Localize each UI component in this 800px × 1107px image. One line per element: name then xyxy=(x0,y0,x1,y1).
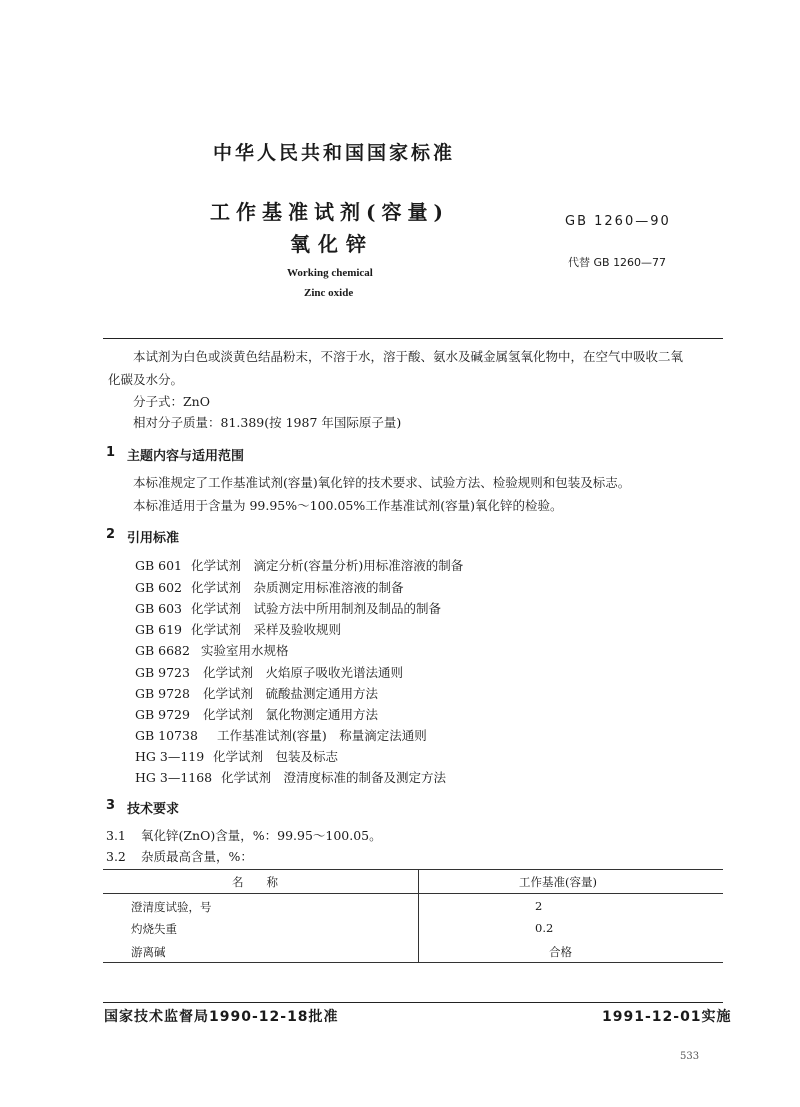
effective-date: 1991-12-01实施 xyxy=(602,1009,732,1025)
replaces-standard: 代替 GB 1260—77 xyxy=(568,256,667,269)
table-row-name: 灼烧失重 xyxy=(131,922,177,936)
table-row-name: 游离碱 xyxy=(131,945,166,959)
molecular-formula: 分子式：ZnO xyxy=(133,394,210,409)
table-row-name: 澄清度试验，号 xyxy=(131,900,212,914)
reference-item: GB 602 化学试剂 杂质测定用标准溶液的制备 xyxy=(135,580,404,595)
reference-item: HG 3—119 化学试剂 包装及标志 xyxy=(135,749,339,764)
header-divider xyxy=(103,338,723,339)
reference-item: GB 619 化学试剂 采样及验收规则 xyxy=(135,622,342,637)
standard-number: GB 1260—90 xyxy=(565,214,671,229)
table-row-value: 合格 xyxy=(549,945,572,959)
item-3-2-text: 杂质最高含量，%： xyxy=(141,849,253,864)
section1-para1: 本标准规定了工作基准试剂(容量)氧化锌的技术要求、试验方法、检验规则和包装及标志。 xyxy=(133,475,631,490)
section1-number: 1 xyxy=(106,445,116,460)
section3-title: 技术要求 xyxy=(127,802,180,817)
reference-item: GB 9728 化学试剂 硫酸盐测定通用方法 xyxy=(135,686,379,701)
table-header-value: 工作基准(容量) xyxy=(519,875,597,889)
table-header-rule xyxy=(103,893,723,894)
table-header-name: 名 称 xyxy=(232,875,278,889)
item-3-1-text: 氧化锌(ZnO)含量，%：99.95～100.05。 xyxy=(141,828,382,843)
reference-item: GB 6682 实验室用水规格 xyxy=(135,643,289,658)
english-title-line2: Zinc oxide xyxy=(304,287,354,299)
reference-item: HG 3—1168 化学试剂 澄清度标准的制备及测定方法 xyxy=(135,770,447,785)
table-row-value: 0.2 xyxy=(535,921,554,935)
intro-description-line1: 本试剂为白色或淡黄色结晶粉末，不溶于水，溶于酸、氨水及碱金属氢氧化物中，在空气中吸收二氧 xyxy=(133,349,684,364)
reference-item: GB 601 化学试剂 滴定分析(容量分析)用标准溶液的制备 xyxy=(135,558,464,573)
page-number: 533 xyxy=(680,1051,700,1062)
intro-description-line2: 化碳及水分。 xyxy=(108,372,184,387)
section1-para2: 本标准适用于含量为 99.95%～100.05%工作基准试剂(容量)氧化锌的检验。 xyxy=(133,498,563,513)
national-standard-heading: 中华人民共和国国家标准 xyxy=(213,142,456,164)
approval-date: 国家技术监督局1990-12-18批准 xyxy=(104,1009,339,1025)
molar-mass: 相对分子质量：81.389(按 1987 年国际原子量) xyxy=(133,415,402,430)
section3-number: 3 xyxy=(106,798,116,813)
table-bottom-rule xyxy=(103,962,723,963)
reference-item: GB 9723 化学试剂 火焰原子吸收光谱法通则 xyxy=(135,665,404,680)
footer-divider xyxy=(103,1002,723,1003)
reference-item: GB 603 化学试剂 试验方法中所用制剂及制品的制备 xyxy=(135,601,442,616)
section2-title: 引用标准 xyxy=(127,531,180,546)
document-subtitle: 氧化锌 xyxy=(290,232,374,256)
table-column-divider xyxy=(418,869,419,962)
reference-item: GB 10738 工作基准试剂(容量) 称量滴定法通则 xyxy=(135,728,427,743)
item-3-2-number: 3.2 xyxy=(106,849,126,864)
document-title: 工作基准试剂(容量) xyxy=(210,200,449,224)
table-top-rule xyxy=(103,869,723,870)
table-row-value: 2 xyxy=(535,899,543,913)
english-title-line1: Working chemical xyxy=(287,267,373,279)
reference-item: GB 9729 化学试剂 氯化物测定通用方法 xyxy=(135,707,379,722)
section2-number: 2 xyxy=(106,527,116,542)
item-3-1-number: 3.1 xyxy=(106,828,126,843)
section1-title: 主题内容与适用范围 xyxy=(127,449,245,464)
